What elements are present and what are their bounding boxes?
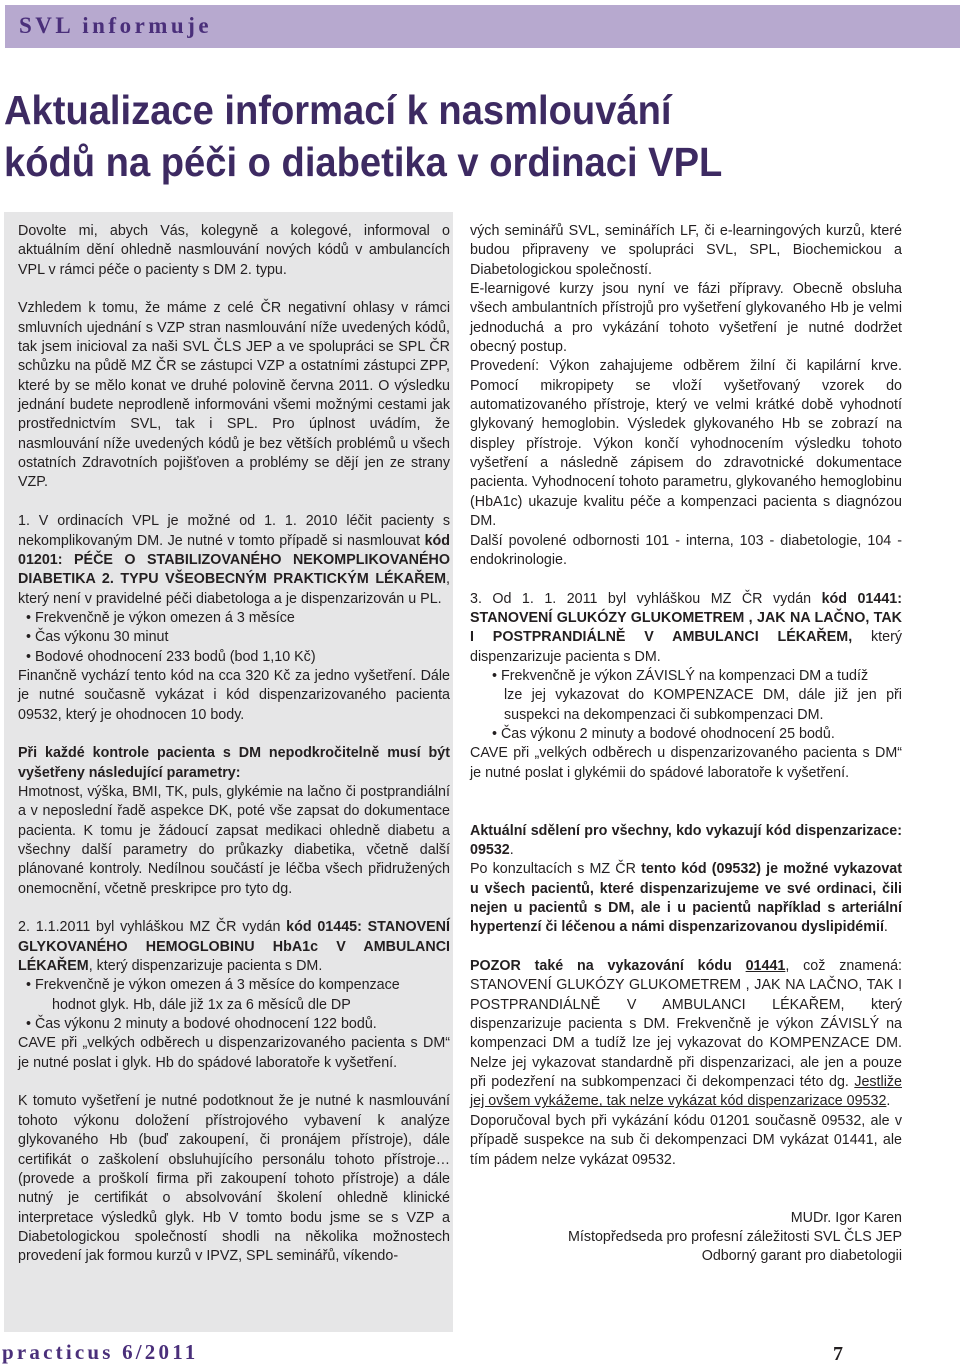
news-intro: Po konzultacích s MZ ČR — [470, 861, 642, 878]
news-end: . — [883, 919, 888, 936]
section-2-tail: , který dispenzarizuje pacienta s DM. — [88, 958, 323, 975]
list-item: • Čas výkonu 2 minuty a bodové ohodnocení 25 bodů. — [492, 725, 835, 742]
code-01201-title: kód 01201: PÉČE O STABILIZOVANÉHO NEKOMPLIKOVANÉHO DIABETIKA 2. TYPU VŠEOBECNÝM PRAKTICKÝM LÉKAŘEM — [18, 532, 450, 588]
news-heading — [470, 822, 902, 861]
warning-end: . — [886, 1093, 891, 1110]
specialties-paragraph: Další povolené odbornosti 101 - interna, 103 - diabetologie, 104 - endokrinologie. — [470, 532, 902, 568]
code-01441-title: kód 01441: STANOVENÍ GLUKÓZY GLUKOMETREM , JAK NA LAČNO, TAK I POSTPRANDIÁLNĚ V AMBULANCI LÉKAŘEM, — [470, 590, 902, 646]
section-header-bar — [5, 5, 960, 48]
article-title-line1: Aktualizace informací k nasmlouvání — [4, 87, 672, 133]
section-2-cave: CAVE při „velkých odběrech u dispenzarizovaného pacienta s DM“ je nutné poslat i glyk. Hb do spádové laboratoře k vyšetření. — [18, 1035, 450, 1071]
procedure-paragraph: Provedení: Výkon zahajujeme odběrem žilní či kapilární krve. Pomocí mikropipety se vloží vyšetřovaný vzorek do automatizovaného přístroje, který ve velmi krátké době vyhodnotí glykovaný hemoglobin. Výsledek glykovaného Hb se zobrazí na displey přístroje. Výkon končí vyhodnocením výsledku tohoto vyšetření a následně zápisem do zdravotnické dokumentace pacienta. Vyhodnocení tohoto parametru, glykovaného hemoglobinu (HbA1c) ukazuje kvalitu péče a kompenzaci pacienta s diagnózou DM. — [470, 358, 902, 530]
list-item: • Čas výkonu 2 minuty a bodové ohodnocení 122 bodů. — [26, 1016, 377, 1033]
section-2-paragraph — [18, 918, 450, 976]
warning-paragraph — [470, 957, 902, 1112]
signature-guarantor: Odborný garant pro diabetologii — [701, 1248, 902, 1265]
section-3-intro: 3. Od 1. 1. 2011 byl vyhláškou MZ ČR vydán — [470, 590, 822, 607]
section-3-paragraph — [470, 590, 902, 667]
section-1-paragraph — [18, 512, 450, 609]
negotiation-paragraph: Vzhledem k tomu, že máme z celé ČR negativní ohlasy v rámci smluvních ujednání s VZP stran nasmlouvání níže uvedených kódů, tak jsem inicioval za naši SVL ČLS JEP a ve spolupráci se SPL ČR schůzku na půdě MZ ČR se zástupci VZP a ostatními zástupci ZPP, které by se mělo konat ve druhé polovině června 2011. O výsledku jednání budete neprodleně informováni všemi možnými cestami jak prostřednictvím SVL, tak i SPL. Pro úplnost uvádím, že nasmlouvání níže uvedených kódů je bez větších problémů u všech ostatních Zdravotních pojišťoven a problémy se dějí jen ze strany VZP. — [18, 300, 450, 491]
section-3-tail: který dispenzarizuje pacienta s DM. — [470, 629, 902, 665]
list-item-continuation: hodnot glyk. Hb, dále již 1x za 6 měsíců dle DP — [52, 996, 351, 1013]
intro-paragraph: Dovolte mi, abych Vás, kolegyně a kolegové, informoval o aktuálním dění ohledně nasmlouvání nových kódů v ambulancích VPL v rámci péče o pacienty s DM 2. typu. — [18, 223, 450, 278]
section-1-after: Finančně vychází tento kód na cca 320 Kč za jedno vyšetření. Dále je nutné současně vykázat i kód dispenzarizovaného pacienta 09532, který je ohodnocen 10 body. — [18, 667, 450, 723]
news-bold: tento kód (09532) je možné vykazovat u všech pacientů, které dispenzarizujeme ve své ordinaci, čili nejen u pacientů s DM, ale i u pacientů například s arteriální hypertenzí či léčenou a námi dispenzarizovanou dyslipidémií — [470, 861, 902, 936]
check-body: Hmotnost, výška, BMI, TK, puls, glykémie na lačno či postprandiální a v neposlední řadě aspekce DK, poté vše zapsat do dokumentace pacienta. K tomu je žádoucí zapsat medikaci ohledně diabetu a všechny další parametry do průkazky diabetika, včetně další plánované kontroly. Nedílnou součástí je léčba všech přidružených onemocnění, včetně preskripce pro tyto dg. — [18, 783, 450, 897]
list-item-continuation: lze jej vykazovat do KOMPENZACE DM, dále již jen při suspekci na dekompenzaci či subkompenzaci DM. — [504, 687, 902, 723]
publication-footer: practicus 6/2011 — [2, 1340, 199, 1364]
right-column — [461, 212, 914, 1332]
news-heading-dot: . — [509, 842, 514, 858]
list-item: • Frekvenčně je výkon ZÁVISLÝ na kompenzaci DM a tudíž — [492, 667, 869, 684]
news-paragraph — [470, 860, 902, 937]
recommendation-paragraph: Doporučoval bych při vykázání kódu 01201 současně 09532, ale v případě suspekce na sub či dekompenzaci DM vykázat 01441, ale tím pádem nelze vykázat 09532. — [470, 1112, 902, 1168]
article-title — [4, 84, 722, 188]
signature-role: Místopředseda pro profesní záležitosti SVL ČLS JEP — [567, 1228, 902, 1245]
warning-code: 01441 — [745, 958, 786, 975]
signature-name: MUDr. Igor Karen — [790, 1209, 902, 1226]
left-column — [4, 212, 453, 1332]
list-item: • Bodové ohodnocení 233 bodů (bod 1,10 Kč) — [26, 648, 316, 665]
section-1-intro: 1. V ordinacích VPL je možné od 1. 1. 2010 léčit pacienty s nekomplikovaným DM. Je nutné v tomto případě si nasmlouvat — [18, 513, 450, 549]
continued-paragraph: vých seminářů SVL, seminářích LF, či e-learningových kurzů, které budou připraveny ve spolupráci SVL, SPL, Biochemickou a Diabetologickou společností. — [470, 223, 902, 278]
section-1-tail: , který není v pravidelné péči diabetologa a je dispenzarizován u PL. — [18, 571, 450, 607]
list-item: • Frekvenčně je výkon omezen á 3 měsíce — [26, 609, 295, 626]
check-heading: Při každé kontrole pacienta s DM nepodkročitelně musí být vyšetřeny následující parametry: — [18, 745, 450, 781]
section-label: SVL informuje — [19, 13, 213, 38]
news-heading-text: Aktuální sdělení pro všechny, kdo vykazují kód dispenzarizace: 09532 — [470, 822, 902, 858]
section-2-intro: 2. 1.1.2011 byl vyhláškou MZ ČR vydán — [18, 919, 287, 936]
warning-intro: POZOR také na vykazování kódu — [470, 958, 746, 975]
page-number: 7 — [833, 1343, 843, 1365]
section-2-note: K tomuto vyšetření je nutné podotknout že je nutné k nasmlouvání tohoto výkonu doložení přístrojového vybavení k analýze glykovaného Hb (buď zakoupení, či pronájem přístroje), dále certifikát o zaškolení obsluhujícího personálu tohoto přístroje… (provede a proškolí firma při zakoupení tohoto přístroje) a dále nutný je certifikát o absolvování školení ohledně klinické interpretace výsledků glyk. Hb V tomto bodu jsme se s VZP a Diabetologickou společností shodli na několika možnostech provedení jak formou kurzů v IPVZ, SPL seminářů, víkendo- — [18, 1093, 450, 1265]
section-3-cave: CAVE při „velkých odběrech u dispenzarizovaného pacienta s DM“ je nutné poslat i glykémii do spádové laboratoře k vyšetření. — [470, 745, 902, 781]
article-title-line2: kódů na péči o diabetika v ordinaci VPL — [4, 139, 723, 185]
warning-body: , což znamená: STANOVENÍ GLUKÓZY GLUKOMETREM , JAK NA LAČNO, TAK I POSTPRANDIÁLNĚ V AMBULANCI LÉKAŘEM, který dispenzarizuje pacienta s DM. Frekvenčně je výkon ZÁVISLÝ na kompenzaci DM a tudíž lze jej vykazovat do KOMPENZACE DM. Nelze jej vykazovat standardně při dispenzarizaci, ale jen a pouze při podezření na subkompenzaci či dekompenzaci této dg. — [470, 958, 902, 1091]
code-01445-title: kód 01445: STANOVENÍ GLYKOVANÉHO HEMOGLOBINU HbA1c V AMBULANCI LÉKAŘEM — [18, 919, 450, 975]
elearning-paragraph: E-learnigové kurzy jsou nyní ve fázi přípravy. Obecně obsluha všech ambulantních přístrojů pro vyšetření glykovaného Hb je velmi jednoduchá a pro vykázání tohoto vyšetření je nutné dodržet obecný postup. — [470, 281, 902, 356]
warning-underlined: Jestliže jej ovšem vykážeme, tak nelze vykázat kód dispenzarizace 09532 — [470, 1074, 902, 1110]
list-item: • Čas výkonu 30 minut — [26, 629, 169, 646]
list-item: • Frekvenčně je výkon omezen á 3 měsíce do kompenzace — [26, 977, 400, 994]
